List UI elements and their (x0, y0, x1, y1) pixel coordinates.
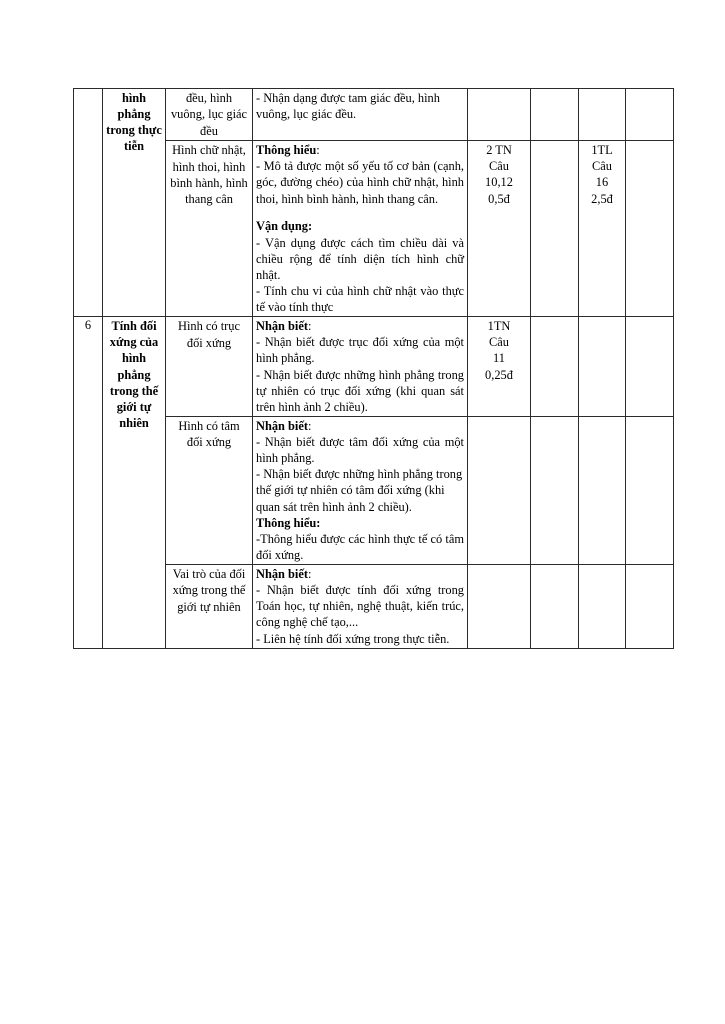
nhan-biet-cell (468, 141, 531, 317)
level-heading (256, 142, 464, 158)
van-dung-cell (579, 416, 626, 564)
thong-hieu-cell (531, 565, 579, 649)
question-word: Câu (592, 159, 612, 174)
exam-matrix-table (73, 88, 674, 649)
question-points: 2,5đ (591, 191, 613, 206)
requirement-line: - Vận dụng được cách tìm chiều dài và chiều rộng để tính diện tích hình chữ nhật. (256, 235, 464, 282)
thong-hieu-cell (531, 89, 579, 141)
unit-cell: Hình có tâm đối xứng (166, 416, 253, 564)
van-dung-cell (579, 89, 626, 141)
level-label: Thông hiểu (256, 143, 317, 158)
thong-hieu-cell (531, 141, 579, 317)
question-word: Câu (489, 159, 509, 174)
level-heading (256, 318, 464, 334)
extra-cell (626, 89, 674, 141)
requirement-line: - Liên hệ tính đối xứng trong thực tiễn. (256, 631, 450, 646)
van-dung-cell (579, 565, 626, 649)
level-colon: : (307, 319, 312, 334)
table-row (74, 89, 674, 141)
nhan-biet-cell (468, 89, 531, 141)
thong-hieu-cell (531, 416, 579, 564)
table-row (74, 317, 674, 417)
nhan-biet-cell (468, 416, 531, 564)
requirement-cell (253, 565, 468, 649)
unit-cell: Vai trò của đối xứng trong thế giới tự nhiên (166, 565, 253, 649)
level-colon: : (316, 143, 320, 158)
level-colon: : (307, 567, 312, 582)
extra-cell (626, 317, 674, 417)
question-points: 0,25đ (485, 367, 513, 382)
question-count: 2 TN (486, 143, 512, 158)
unit-cell: Hình có trục đối xứng (166, 317, 253, 417)
level-colon: : (307, 418, 312, 433)
paragraph-spacer (256, 207, 464, 219)
extra-cell (626, 565, 674, 649)
level-label: Vận dụng: (256, 219, 313, 234)
extra-cell (626, 141, 674, 317)
requirement-line: - Nhận biết được trục đối xứng của một hình phẳng. (256, 335, 464, 366)
question-count: 1TL (591, 143, 613, 158)
requirement-cell (253, 416, 468, 564)
requirement-cell (253, 89, 468, 141)
requirement-line: - Nhận dạng được tam giác đều, hình vuông, lục giác đều. (256, 91, 440, 122)
row-index-cell (74, 89, 103, 317)
requirement-line: - Nhận biết được tính đối xứng trong Toán học, tự nhiên, nghệ thuật, kiến trúc, công nghệ chế tạo,... (256, 583, 464, 630)
van-dung-cell (579, 141, 626, 317)
level-heading (256, 566, 464, 582)
level-heading (256, 418, 464, 434)
question-numbers: 16 (595, 175, 609, 190)
requirement-line: - Nhận biết được tâm đối xứng của một hình phẳng. (256, 435, 464, 466)
question-count: 1TN (487, 319, 511, 334)
requirement-cell (253, 317, 468, 417)
level-label: Nhận biết (256, 567, 308, 582)
van-dung-cell (579, 317, 626, 417)
question-word: Câu (489, 335, 509, 350)
unit-cell: Hình chữ nhật, hình thoi, hình bình hành, hình thang cân (166, 141, 253, 317)
question-numbers: 10,12 (485, 175, 513, 190)
requirement-line: - Nhận biết được những hình phẳng trong thế giới tự nhiên có tâm đối xứng (khi quan sát trên hình ảnh 2 chiều). (256, 467, 463, 514)
level-label: Nhận biết (256, 319, 308, 334)
requirement-line: - Mô tả được một số yếu tố cơ bản (cạnh, góc, đường chéo) của hình chữ nhật, hình thoi, hình bình hành, hình thang cân. (256, 159, 464, 206)
row-index-cell: 6 (74, 317, 103, 649)
nhan-biet-cell (468, 565, 531, 649)
requirement-line: - Nhận biết được những hình phẳng trong tự nhiên có trục đối xứng (khi quan sát trên hình ảnh 2 chiều). (256, 367, 464, 414)
requirement-line: - Tính chu vi của hình chữ nhật vào thực tế vào tính thực (256, 283, 464, 315)
question-numbers: 11 (493, 351, 505, 366)
extra-cell (626, 416, 674, 564)
level-label: Nhận biết (256, 418, 308, 433)
topic-cell: hình phẳng trong thực tiễn (103, 89, 166, 317)
level-label: Thông hiểu: (256, 515, 321, 530)
question-points: 0,5đ (488, 191, 510, 206)
nhan-biet-cell (468, 317, 531, 417)
topic-cell: Tính đối xứng của hình phẳng trong thế giới tự nhiên (103, 317, 166, 649)
unit-cell: đều, hình vuông, lục giác đều (166, 89, 253, 141)
thong-hieu-cell (531, 317, 579, 417)
requirement-cell (253, 141, 468, 317)
requirement-line: -Thông hiểu được các hình thực tế có tâm đối xứng. (256, 531, 464, 562)
